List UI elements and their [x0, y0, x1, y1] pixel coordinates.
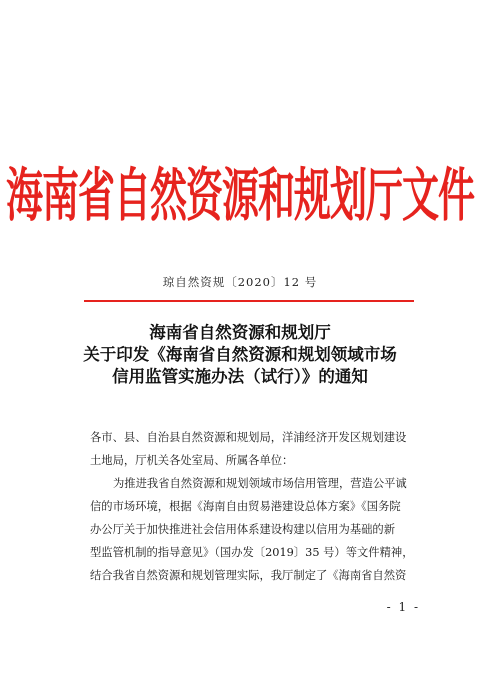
- salutation-line-1: 各市、县、自治县自然资源和规划局，洋浦经济开发区规划建设: [90, 431, 407, 444]
- paragraph-line-4: 型监管机制的指导意见》（国办发〔2019〕35 号）等文件精神，: [90, 546, 414, 559]
- document-title: [0, 322, 480, 388]
- masthead: [6, 150, 474, 230]
- red-divider-line: [84, 300, 414, 302]
- document-body: [90, 426, 420, 587]
- paragraph-line-3: 办公厅关于加快推进社会信用体系建设构建以信用为基础的新: [90, 523, 396, 536]
- document-number: 琼自然资规〔2020〕12 号: [162, 275, 318, 289]
- masthead-title: 海南省自然资源和规划厅文件: [6, 162, 474, 229]
- salutation-line-2: 土地局，厅机关各处室局、所属各单位：: [90, 454, 294, 467]
- paragraph-line-1: 为推进我省自然资源和规划领域市场信用管理，营造公平诚: [113, 477, 407, 490]
- paragraph-line-2: 信的市场环境，根据《海南自由贸易港建设总体方案》《国务院: [90, 500, 401, 513]
- title-line-1: 海南省自然资源和规划厅: [149, 323, 331, 342]
- page-number: - 1 -: [386, 600, 420, 614]
- title-line-2: 关于印发《海南省自然资源和规划领域市场: [83, 345, 397, 364]
- paragraph-line-5: 结合我省自然资源和规划管理实际，我厅制定了《海南省自然资: [90, 569, 407, 582]
- title-line-3: 信用监管实施办法（试行）》的通知: [112, 367, 368, 386]
